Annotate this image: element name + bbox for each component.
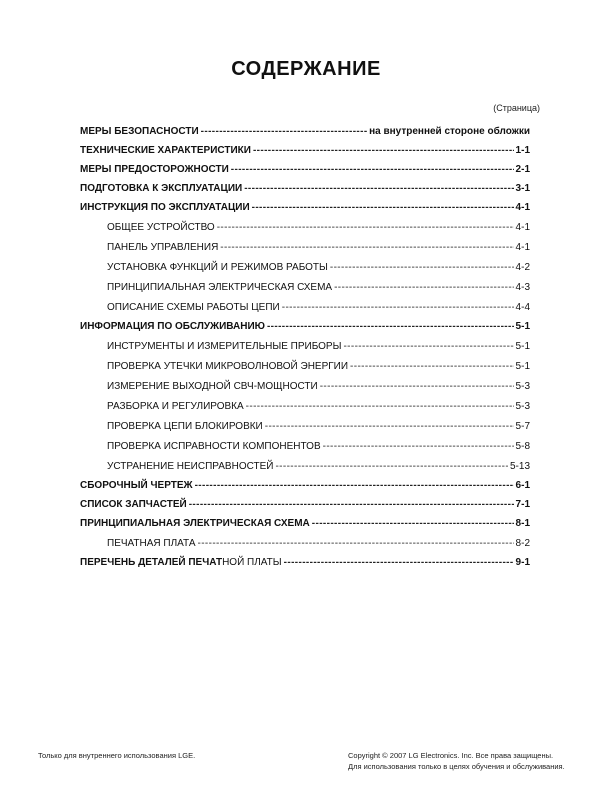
toc-entry-label: [107, 441, 321, 452]
toc-entry-label: [80, 202, 250, 213]
toc-entry-label-text: УСТАНОВКА ФУНКЦИЙ И РЕЖИМОВ РАБОТЫ: [107, 262, 328, 273]
toc-entry-label-text: ИНФОРМАЦИЯ ПО ОБСЛУЖИВАНИЮ: [80, 321, 265, 332]
toc-dot-leader: [201, 126, 367, 137]
toc-page-number: 5-1: [515, 341, 530, 352]
toc-page-number: 5-3: [515, 381, 530, 392]
toc-entry-label: [107, 302, 280, 313]
toc-entry-label-text: СПИСОК ЗАПЧАСТЕЙ: [80, 499, 187, 510]
toc-section-entry[interactable]: [80, 518, 530, 529]
toc-dot-leader: [323, 441, 514, 452]
toc-dot-leader: [343, 341, 513, 352]
toc-dot-leader: [334, 282, 513, 293]
toc-entry-label-text: ПОДГОТОВКА К ЭКСПЛУАТАЦИИ: [80, 183, 243, 194]
toc-section-entry[interactable]: [80, 557, 530, 568]
toc-dot-leader: [267, 321, 514, 332]
toc-entry-label: [107, 262, 328, 273]
toc-section-entry[interactable]: [80, 480, 530, 491]
toc-dot-leader: [246, 401, 514, 412]
toc-dot-leader: [217, 222, 514, 233]
toc-subsection-entry[interactable]: [80, 381, 530, 392]
footer-copyright: [348, 750, 565, 772]
toc-dot-leader: [220, 242, 513, 253]
toc-subsection-entry[interactable]: [80, 421, 530, 432]
toc-section-entry[interactable]: [80, 202, 530, 213]
toc-entry-label-text: ПРОВЕРКА ЦЕПИ БЛОКИРОВКИ: [107, 421, 263, 432]
toc-section-entry[interactable]: [80, 183, 530, 194]
toc-dot-leader: [284, 557, 514, 568]
toc-page-number: 7-1: [515, 499, 530, 510]
toc-subsection-entry[interactable]: [80, 401, 530, 412]
toc-page-number: 4-1: [515, 222, 530, 233]
footer-usage-line: Для использования только в целях обучения и обслуживания.: [348, 762, 565, 771]
toc-entry-label-text: РАЗБОРКА И РЕГУЛИРОВКА: [107, 401, 244, 412]
toc-page-number: 8-2: [515, 538, 530, 549]
toc-page-number: 5-13: [509, 461, 530, 472]
toc-dot-leader: [265, 421, 514, 432]
toc-subsection-entry[interactable]: [80, 222, 530, 233]
toc-entry-label-text: ПРИНЦИПИАЛЬНАЯ ЭЛЕКТРИЧЕСКАЯ СХЕМА: [80, 518, 310, 529]
toc-entry-label: [80, 321, 265, 332]
toc-entry-label-text: ОБЩЕЕ УСТРОЙСТВО: [107, 222, 215, 233]
toc-page-number: 6-1: [515, 480, 530, 491]
toc-entry-label-text: ИНСТРУМЕНТЫ И ИЗМЕРИТЕЛЬНЫЕ ПРИБОРЫ: [107, 341, 342, 352]
toc-entry-label: [107, 361, 348, 372]
toc-dot-leader: [330, 262, 514, 273]
toc-subsection-entry[interactable]: [80, 242, 530, 253]
footer-copyright-line: Copyright © 2007 LG Electronics. Inc. Все права защищены.: [348, 751, 554, 760]
toc-entry-label-text: СБОРОЧНЫЙ ЧЕРТЕЖ: [80, 480, 193, 491]
toc-page-number: 5-8: [515, 441, 530, 452]
toc-entry-label: [80, 557, 282, 568]
toc-entry-label: [107, 461, 273, 472]
toc-entry-label-text: МЕРЫ ПРЕДОСТОРОЖНОСТИ: [80, 164, 229, 175]
toc-section-entry[interactable]: [80, 145, 530, 156]
toc-page-number: 4-4: [515, 302, 530, 313]
toc-dot-leader: [320, 381, 514, 392]
toc-dot-leader: [312, 518, 514, 529]
toc-section-entry[interactable]: [80, 499, 530, 510]
toc-entry-label-text: ПАНЕЛЬ УПРАВЛЕНИЯ: [107, 242, 219, 253]
toc-dot-leader: [282, 302, 514, 313]
page-column-label: (Страница): [493, 103, 540, 113]
footer-left-text: Только для внутреннего использования LGE.: [38, 751, 196, 760]
toc-subsection-entry[interactable]: [80, 538, 530, 549]
toc-dot-leader: [350, 361, 514, 372]
toc-entry-label: [107, 242, 218, 253]
toc-dot-leader: [253, 145, 514, 156]
toc-page-number: 3-1: [515, 183, 530, 194]
toc-entry-label-text: ИЗМЕРЕНИЕ ВЫХОДНОЙ СВЧ-МОЩНОСТИ: [107, 381, 318, 392]
toc-dot-leader: [275, 461, 508, 472]
toc-page-number: 4-3: [515, 282, 530, 293]
toc-entry-label-text: ПРОВЕРКА УТЕЧКИ МИКРОВОЛНОВОЙ ЭНЕРГИИ: [107, 361, 349, 372]
toc-entry-label: [107, 421, 263, 432]
toc-page-number: 5-1: [515, 361, 530, 372]
toc-section-entry[interactable]: [80, 321, 530, 332]
toc-entry-label-text: ПРИНЦИПИАЛЬНАЯ ЭЛЕКТРИЧЕСКАЯ СХЕМА: [107, 282, 333, 293]
toc-entry-label: [80, 518, 310, 529]
toc-entry-label: [107, 401, 244, 412]
toc-page-number: 9-1: [515, 557, 530, 568]
toc-subsection-entry[interactable]: [80, 441, 530, 452]
page-title: СОДЕРЖАНИЕ: [231, 58, 381, 80]
toc-subsection-entry[interactable]: [80, 302, 530, 313]
toc-entry-label: [80, 183, 242, 194]
toc-entry-label: [107, 381, 318, 392]
toc-entry-label-rest: НОЙ ПЛАТЫ: [222, 557, 282, 568]
toc-entry-label-text: МЕРЫ БЕЗОПАСНОСТИ: [80, 126, 199, 137]
toc-page-number: 4-2: [515, 262, 530, 273]
toc-page-number: 4-1: [515, 242, 530, 253]
toc-entry-label: [80, 145, 251, 156]
toc-entry-label: [107, 282, 332, 293]
footer-internal-use: [38, 750, 195, 761]
toc-entry-label-text: ПЕЧАТНАЯ ПЛАТА: [107, 538, 196, 549]
toc-page-number: 1-1: [515, 145, 530, 156]
toc-page-number: 5-3: [515, 401, 530, 412]
toc-entry-label-text: ПРОВЕРКА ИСПРАВНОСТИ КОМПОНЕНТОВ: [107, 441, 321, 452]
toc-entry-label-text: ПЕРЕЧЕНЬ ДЕТАЛЕЙ ПЕЧАТ: [80, 557, 223, 568]
toc-entry-label: [80, 164, 229, 175]
toc-subsection-entry[interactable]: [80, 341, 530, 352]
toc-subsection-entry[interactable]: [80, 461, 530, 472]
toc-dot-leader: [198, 538, 514, 549]
toc-page-number: 8-1: [515, 518, 530, 529]
toc-entry-label: [107, 222, 215, 233]
toc-entry-label-text: УСТРАНЕНИЕ НЕИСПРАВНОСТЕЙ: [107, 461, 274, 472]
toc-page-number: 2-1: [515, 164, 530, 175]
toc-dot-leader: [231, 164, 514, 175]
toc-page-number: 4-1: [515, 202, 530, 213]
toc-page-number: 5-1: [515, 321, 530, 332]
toc-entry-label: [80, 480, 193, 491]
toc-dot-leader: [252, 202, 514, 213]
toc-page-number: на внутренней стороне обложки: [369, 126, 530, 137]
toc-dot-leader: [244, 183, 513, 194]
toc-entry-label: [80, 126, 199, 137]
toc-section-entry[interactable]: [80, 126, 530, 137]
toc-subsection-entry[interactable]: [80, 361, 530, 372]
toc-dot-leader: [189, 499, 514, 510]
toc-subsection-entry[interactable]: [80, 262, 530, 273]
toc-entry-label: [107, 538, 196, 549]
toc-entry-label: [80, 499, 187, 510]
toc-page-number: 5-7: [515, 421, 530, 432]
toc-entry-label-text: ИНСТРУКЦИЯ ПО ЭКСПЛУАТАЦИИ: [80, 202, 250, 213]
toc-subsection-entry[interactable]: [80, 282, 530, 293]
toc-section-entry[interactable]: [80, 164, 530, 175]
toc-dot-leader: [195, 480, 514, 491]
table-of-contents: [80, 126, 530, 568]
toc-entry-label-text: ТЕХНИЧЕСКИЕ ХАРАКТЕРИСТИКИ: [80, 145, 251, 156]
toc-entry-label: [107, 341, 341, 352]
toc-entry-label-text: ОПИСАНИЕ СХЕМЫ РАБОТЫ ЦЕПИ: [107, 302, 280, 313]
